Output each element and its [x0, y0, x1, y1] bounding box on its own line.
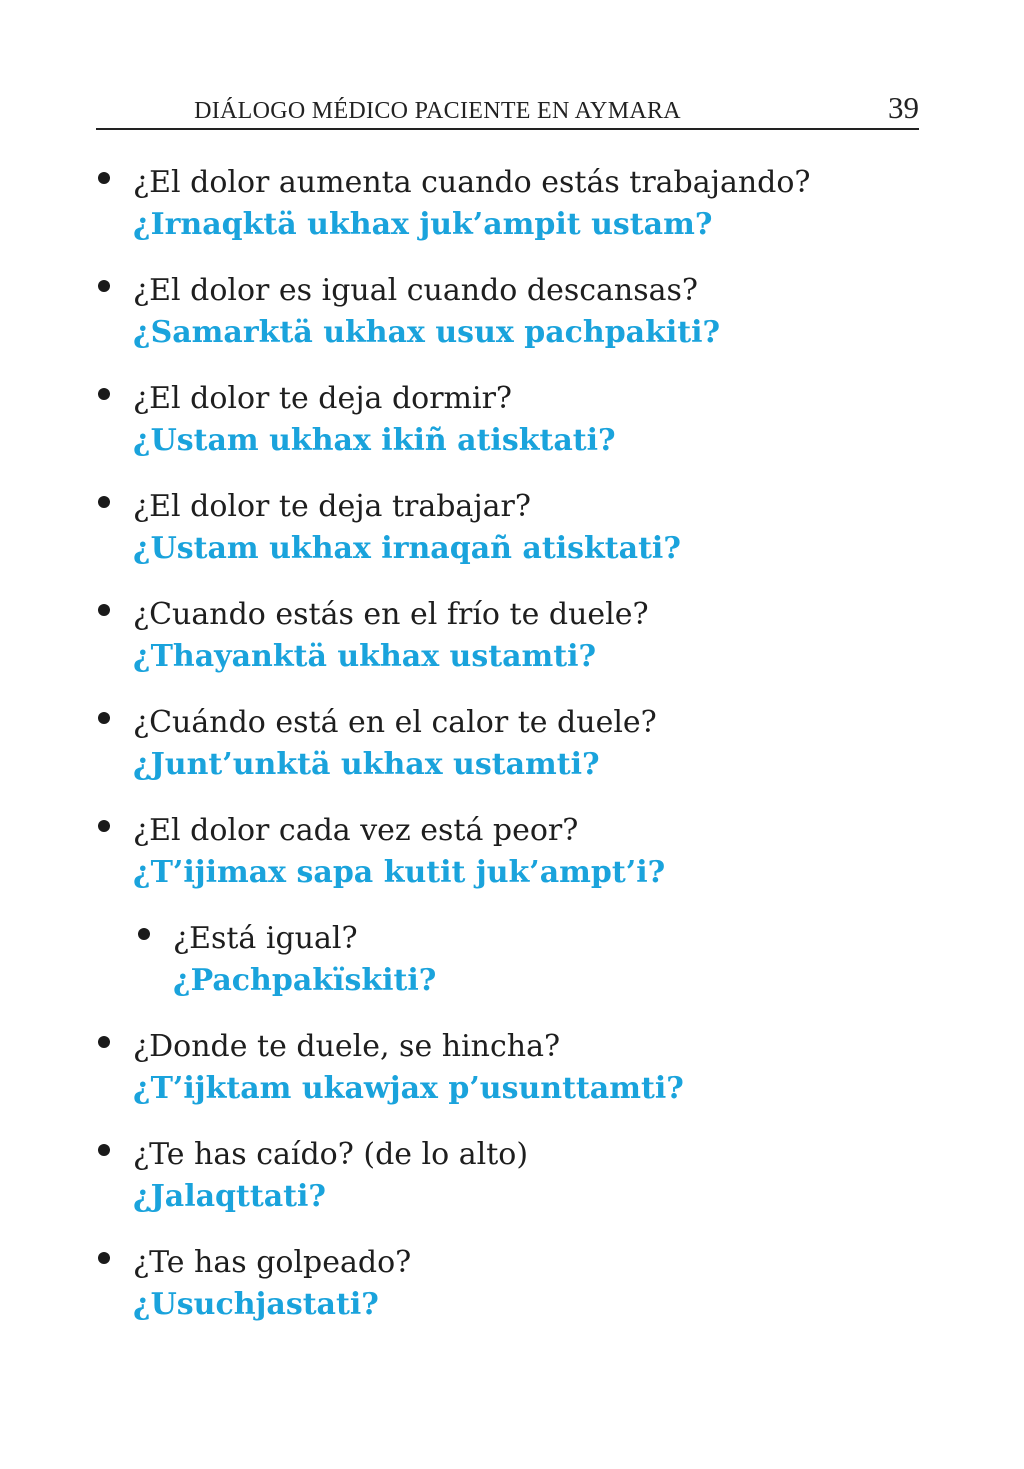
spanish-question: ¿Cuando estás en el frío te duele? [133, 597, 649, 632]
bullet-icon [98, 1036, 110, 1048]
list-item [96, 486, 936, 570]
bullet-icon [98, 820, 110, 832]
list-item [96, 594, 936, 678]
spanish-question: ¿Donde te duele, se hincha? [133, 1029, 561, 1064]
list-item [96, 702, 936, 786]
list-item [96, 1242, 936, 1326]
aymara-translation: ¿Irnaqktä ukhax juk’ampit ustam? [133, 207, 713, 242]
page-header [96, 86, 919, 130]
list-item [96, 270, 936, 354]
spanish-question: ¿Te has caído? (de lo alto) [133, 1137, 529, 1172]
list-item [96, 162, 936, 246]
aymara-translation: ¿Junt’unktä ukhax ustamti? [133, 747, 600, 782]
running-title: DIÁLOGO MÉDICO PACIENTE EN AYMARA [194, 98, 681, 124]
bullet-icon [98, 172, 110, 184]
list-item [96, 1026, 936, 1110]
aymara-translation: ¿Ustam ukhax irnaqañ atisktati? [133, 531, 681, 566]
spanish-question: ¿El dolor te deja dormir? [133, 381, 513, 416]
page-number: 39 [888, 90, 919, 125]
spanish-question: ¿Cuándo está en el calor te duele? [133, 705, 657, 740]
aymara-translation: ¿Jalaqttati? [133, 1179, 327, 1214]
spanish-question: ¿Está igual? [173, 921, 358, 956]
list-item [96, 810, 936, 894]
spanish-question: ¿Te has golpeado? [133, 1245, 412, 1280]
spanish-question: ¿El dolor aumenta cuando estás trabajando? [133, 165, 811, 200]
list-item [96, 1134, 936, 1218]
list-item [96, 378, 936, 462]
bullet-icon [98, 712, 110, 724]
bullet-icon [98, 280, 110, 292]
bullet-icon [138, 928, 150, 940]
aymara-translation: ¿T’ijktam ukawjax p’usunttamti? [133, 1071, 684, 1106]
bullet-icon [98, 496, 110, 508]
bullet-icon [98, 1252, 110, 1264]
spanish-question: ¿El dolor te deja trabajar? [133, 489, 531, 524]
bullet-icon [98, 604, 110, 616]
aymara-translation: ¿Usuchjastati? [133, 1287, 379, 1322]
spanish-question: ¿El dolor cada vez está peor? [133, 813, 579, 848]
aymara-translation: ¿Samarktä ukhax usux pachpakiti? [133, 315, 721, 350]
spanish-question: ¿El dolor es igual cuando descansas? [133, 273, 698, 308]
aymara-translation: ¿Ustam ukhax ikiñ atisktati? [133, 423, 616, 458]
aymara-translation: ¿T’ijimax sapa kutit juk’ampt’i? [133, 855, 666, 890]
sub-list-item [136, 918, 936, 1002]
bullet-icon [98, 388, 110, 400]
bullet-icon [98, 1144, 110, 1156]
question-list [96, 162, 936, 1350]
aymara-translation: ¿Pachpakïskiti? [173, 963, 437, 998]
aymara-translation: ¿Thayanktä ukhax ustamti? [133, 639, 597, 674]
